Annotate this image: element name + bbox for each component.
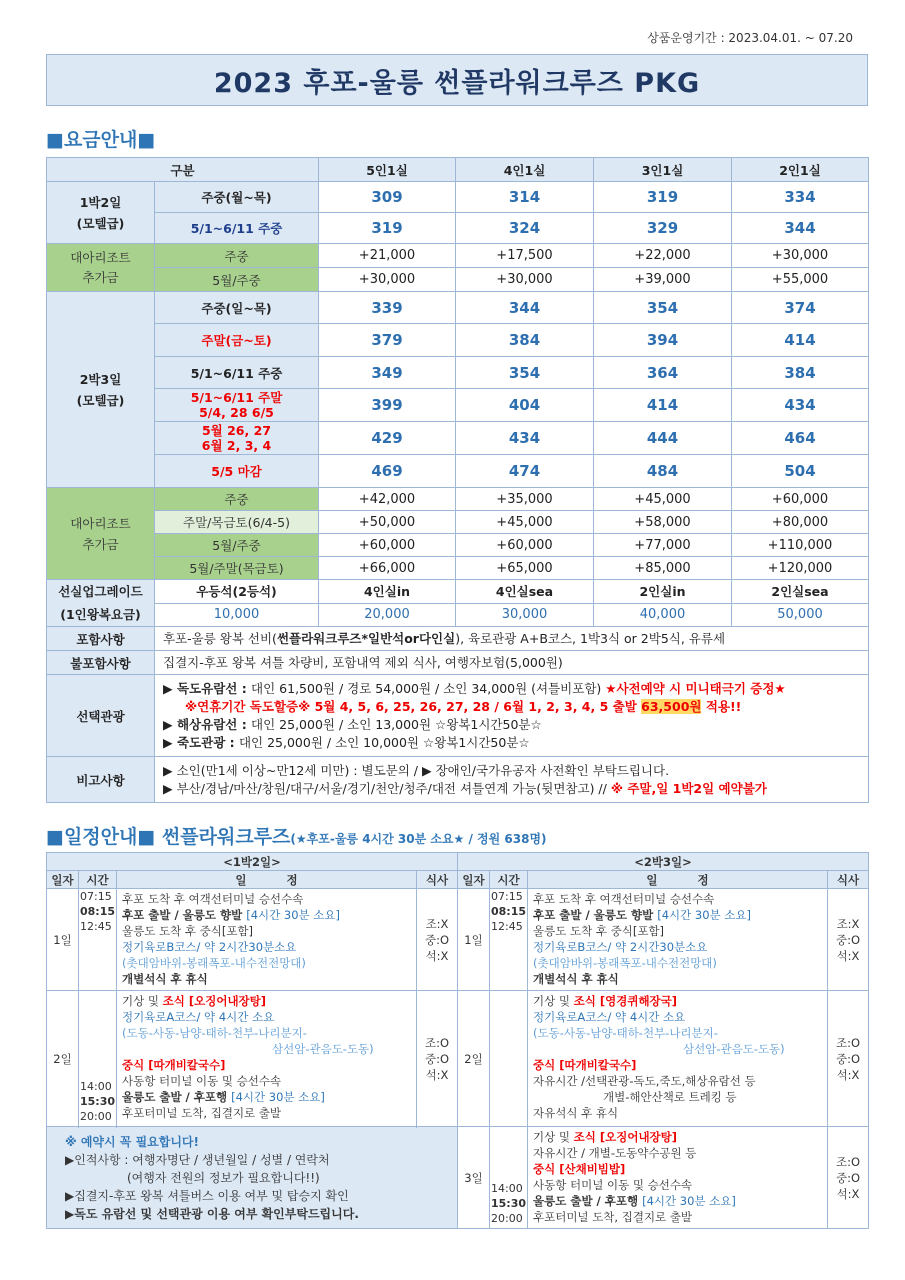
price-cell: 364 [594,357,732,389]
row-label: 5/1~6/11 주중 [155,357,319,389]
header-gubun: 구분 [47,158,319,182]
title-box [46,54,868,106]
price-cell: 319 [319,213,456,244]
head-1n2d: <1박2일> [47,853,458,871]
head-2n3d: <2박3일> [458,853,869,871]
price-cell: +66,000 [319,557,456,580]
price-cell: 404 [456,389,594,422]
schedule-table [46,852,869,1229]
col-plan: 일 정 [528,871,828,889]
price-cell: 434 [456,422,594,455]
meal-cell: 조:X 중:O 석:X [417,889,458,991]
n1-label: 1박2일 (모텔급) [47,182,155,244]
col-meal: 식사 [417,871,458,889]
meal-cell: 조:O 중:O 석:X [828,991,869,1127]
price-cell: +22,000 [594,244,732,268]
price-cell: +55,000 [732,268,869,292]
plan-cell: 기상 및 조식 [오징어내장탕] 자유시간 / 개별-도동약수공원 등 중식 [산채비빔밥] 사동항 터미널 이동 및 승선수속 울릉도 출발 / 후포행 [4시간 30분 소요] 후포터미널 도착, 집결지로 출발 [528,1127,828,1229]
price-cell: +17,500 [456,244,594,268]
price-cell: 329 [594,213,732,244]
row-label: 주말(금~토) [155,324,319,357]
price-cell: 484 [594,455,732,488]
seat-head: 2인실in [594,580,732,604]
price-cell: 354 [594,292,732,324]
seat-label: 선실업그레이드 (1인왕복요금) [47,580,155,627]
price-cell: 324 [456,213,594,244]
row-label: 주중(월~목) [155,182,319,213]
price-cell: +42,000 [319,488,456,511]
price-cell: +60,000 [732,488,869,511]
time-list: 14:00 15:30 20:00 [490,1127,528,1229]
row-label: 5/1~6/11 주말 5/4, 28 6/5 [155,389,319,422]
row-label: 5/1~6/11 주중 [155,213,319,244]
price-cell: 469 [319,455,456,488]
price-section-title: ■요금안내■ [46,129,156,151]
row-label: 5월 26, 27 6월 2, 3, 4 [155,422,319,455]
price-cell: 414 [594,389,732,422]
price-cell: +39,000 [594,268,732,292]
day-label: 2일 [458,991,490,1127]
plan-cell: 기상 및 조식 [영경퀴해장국] 정기육로A코스/ 약 4시간 소요 (도동-사동-남양-태하-천부-나리분지- 삼선암-관음도-도동) 중식 [따개비칼국수] 자유시간 /선택관광-독도,죽도,해상유람선 등 개별-해안산책로 트레킹 등 자유석식 후 휴식 [528,991,828,1127]
col-meal: 식사 [828,871,869,889]
price-cell: 394 [594,324,732,357]
seat-price: 30,000 [456,603,594,627]
price-cell: +85,000 [594,557,732,580]
meal-cell: 조:O 중:O 석:X [828,1127,869,1229]
col-time: 시간 [490,871,528,889]
reservation-note: ※ 예약시 꼭 필요합니다! ▶인적사항 : 여행자명단 / 생년월일 / 성별 / 연락처 (여행자 전원의 정보가 필요합니다!!) ▶집결지-후포 왕복 셔틀버스 이용 여부 및 탑승지 확인 ▶독도 유람선 및 선택관광 이용 여부 확인부탁드립니다. [47,1127,458,1229]
price-cell: 379 [319,324,456,357]
row-label: 주중(일~목) [155,292,319,324]
seat-head: 4인실sea [456,580,594,604]
price-cell: 319 [594,182,732,213]
price-cell: +30,000 [456,268,594,292]
day-label: 2일 [47,991,79,1127]
price-cell: 314 [456,182,594,213]
optional-label: 선택관광 [47,675,155,757]
price-cell: +21,000 [319,244,456,268]
row-label: 주말/목금토(6/4-5) [155,511,319,534]
header-col: 5인1실 [319,158,456,182]
included-label: 포함사항 [47,627,155,651]
row-label: 5월/주중 [155,534,319,557]
price-cell: +77,000 [594,534,732,557]
price-cell: 354 [456,357,594,389]
seat-price: 10,000 [155,603,319,627]
schedule-section-title: ■일정안내■ 썬플라워크루즈(★후포-울릉 4시간 30분 소요★ / 정원 638명) [46,826,547,848]
col-day: 일자 [47,871,79,889]
page-title: 2023 후포-울릉 썬플라워크루즈 PKG [213,67,701,99]
price-table [46,157,869,803]
plan-cell: 후포 도착 후 여객선터미널 승선수속 후포 출발 / 울릉도 향발 [4시간 30분 소요] 울릉도 도착 후 중식[포함] 정기육로B코스/ 약 2시간30분소요 (촛대암바위-봉래폭포-내수전전망대) 개별석식 후 휴식 [117,889,417,991]
operation-period: 상품운영기간 : 2023.04.01. ~ 07.20 [647,31,853,45]
price-cell: +110,000 [732,534,869,557]
seat-price: 20,000 [319,603,456,627]
included-text: 후포-울릉 왕복 선비(썬플라워크루즈*일반석or다인실), 육로관광 A+B코스, 1박3식 or 2박5식, 유류세 [155,627,869,651]
seat-head: 2인실sea [732,580,869,604]
meal-cell: 조:O 중:O 석:X [417,991,458,1127]
seat-head: 우등석(2등석) [155,580,319,604]
price-cell: +35,000 [456,488,594,511]
price-cell: +50,000 [319,511,456,534]
price-cell: +60,000 [456,534,594,557]
price-cell: 384 [732,357,869,389]
n2-label: 2박3일 (모텔급) [47,292,155,488]
remark-text: ▶ 소인(만1세 이상~만12세 미만) : 별도문의 / ▶ 장애인/국가유공자 사전확인 부탁드립니다. ▶ 부산/경남/마산/창원/대구/서울/경기/천안/청주/대전 셔틀연계 가능(뒷면참고) // ※ 주말,일 1박2일 예약불가 [155,757,869,803]
remark-label: 비고사항 [47,757,155,803]
meal-cell: 조:X 중:O 석:X [828,889,869,991]
seat-head: 4인실in [319,580,456,604]
row-label: 5월/주중 [155,268,319,292]
price-cell: 444 [594,422,732,455]
time-list: 07:15 08:15 12:45 [490,889,528,991]
day-label: 3일 [458,1127,490,1229]
time-list [490,991,528,1127]
price-cell: +45,000 [594,488,732,511]
price-cell: +80,000 [732,511,869,534]
row-label: 주중 [155,488,319,511]
price-cell: 384 [456,324,594,357]
price-cell: 434 [732,389,869,422]
price-cell: 339 [319,292,456,324]
resort2-label: 대아리조트 추가금 [47,488,155,580]
price-cell: 344 [732,213,869,244]
price-cell: 504 [732,455,869,488]
time-list: 14:00 15:30 20:00 [79,991,117,1127]
price-cell: 429 [319,422,456,455]
optional-text: ▶ 독도유람선 : 대인 61,500원 / 경로 54,000원 / 소인 34,000원 (셔틀비포함) ★사전예약 시 미니태극기 증정★ ※연휴기간 독도할증※ 5월 4, 5, 6, 25, 26, 27, 28 / 6월 1, 2, 3, 4, 5 출발 63,500원 적용!! ▶ 해상유람선 : 대인 25,000원 / 소인 13,000원 ☆왕복1시간50분☆ ▶ 죽도관광 : 대인 25,000원 / 소인 10,000원 ☆왕복1시간50분☆ [155,675,869,757]
excluded-text: 집결지-후포 왕복 셔틀 차량비, 포함내역 제외 식사, 여행자보험(5,000원) [155,651,869,675]
col-plan: 일 정 [117,871,417,889]
plan-cell: 후포 도착 후 여객선터미널 승선수속 후포 출발 / 울릉도 향발 [4시간 30분 소요] 울릉도 도착 후 중식[포함] 정기육로B코스/ 약 2시간30분소요 (촛대암바위-봉래폭포-내수전전망대) 개별석식 후 휴식 [528,889,828,991]
col-day: 일자 [458,871,490,889]
row-label: 5/5 마감 [155,455,319,488]
header-col: 3인1실 [594,158,732,182]
plan-cell: 기상 및 조식 [오징어내장탕] 정기육로A코스/ 약 4시간 소요 (도동-사동-남양-태하-천부-나리분지- 삼선암-관음도-도동) 중식 [따개비칼국수] 사동항 터미널 이동 및 승선수속 울릉도 출발 / 후포행 [4시간 30분 소요] 후포터미널 도착, 집결지로 출발 [117,991,417,1127]
price-cell: +30,000 [319,268,456,292]
price-cell: +45,000 [456,511,594,534]
time-list: 07:15 08:15 12:45 [79,889,117,991]
price-cell: 414 [732,324,869,357]
price-cell: 399 [319,389,456,422]
col-time: 시간 [79,871,117,889]
price-cell: 334 [732,182,869,213]
day-label: 1일 [458,889,490,991]
header-col: 4인1실 [456,158,594,182]
price-cell: 349 [319,357,456,389]
excluded-label: 불포함사항 [47,651,155,675]
price-cell: 309 [319,182,456,213]
price-cell: 474 [456,455,594,488]
header-col: 2인1실 [732,158,869,182]
price-cell: 374 [732,292,869,324]
price-cell: +60,000 [319,534,456,557]
price-cell: +120,000 [732,557,869,580]
resort1-label: 대아리조트 추가금 [47,244,155,292]
price-cell: +65,000 [456,557,594,580]
price-cell: +30,000 [732,244,869,268]
price-cell: +58,000 [594,511,732,534]
seat-price: 50,000 [732,603,869,627]
seat-price: 40,000 [594,603,732,627]
price-cell: 464 [732,422,869,455]
price-cell: 344 [456,292,594,324]
row-label: 5월/주말(목금토) [155,557,319,580]
row-label: 주중 [155,244,319,268]
day-label: 1일 [47,889,79,991]
